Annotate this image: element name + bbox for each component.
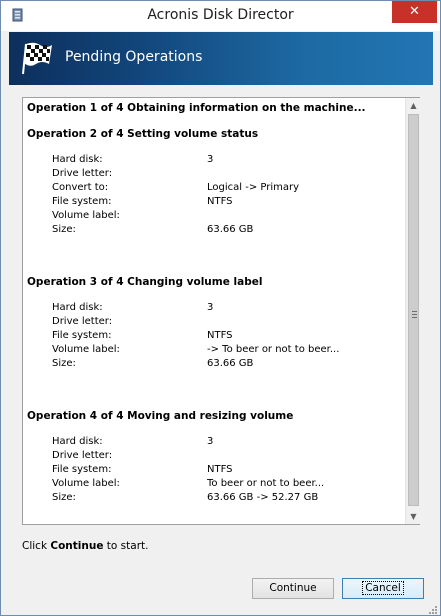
detail-row — [52, 167, 404, 181]
detail-row — [52, 181, 404, 195]
detail-label: Hard disk: — [52, 154, 103, 165]
detail-label: Volume label: — [52, 210, 120, 221]
title-bar[interactable] — [1, 1, 440, 31]
detail-label: Size: — [52, 224, 76, 235]
operation-heading: Operation 3 of 4 Changing volume label — [27, 276, 263, 288]
detail-value: NTFS — [207, 330, 233, 341]
detail-value: 63.66 GB — [207, 224, 254, 235]
detail-label: Size: — [52, 492, 76, 503]
operation-block — [27, 275, 404, 371]
scroll-up-arrow-icon[interactable]: ▲ — [410, 101, 417, 110]
detail-row — [52, 153, 404, 167]
detail-value: NTFS — [207, 196, 233, 207]
detail-value: 63.66 GB -> 52.27 GB — [207, 492, 319, 503]
detail-row — [52, 343, 404, 357]
detail-row — [52, 491, 404, 505]
detail-label: Convert to: — [52, 182, 109, 193]
detail-label: Volume label: — [52, 478, 120, 489]
operation-heading: Operation 2 of 4 Setting volume status — [27, 128, 259, 140]
footer-emphasis: Continue — [50, 540, 104, 552]
detail-row — [52, 315, 404, 329]
detail-label: Drive letter: — [52, 316, 113, 327]
detail-row — [52, 301, 404, 315]
scrollbar-thumb[interactable] — [408, 114, 419, 506]
detail-row — [52, 435, 404, 449]
resize-grip-icon[interactable] — [427, 604, 437, 614]
detail-label: File system: — [52, 330, 112, 341]
detail-value: 63.66 GB — [207, 358, 254, 369]
detail-label: Drive letter: — [52, 168, 113, 179]
detail-row — [52, 463, 404, 477]
header-title: Pending Operations — [65, 49, 203, 65]
operation-details — [52, 301, 404, 371]
footer-prefix: Click — [22, 540, 51, 552]
continue-button[interactable]: Continue — [252, 578, 334, 599]
detail-label: Volume label: — [52, 344, 120, 355]
detail-row — [52, 209, 404, 223]
detail-value: -> To beer or not to beer... — [207, 344, 340, 355]
detail-value: 3 — [207, 302, 214, 313]
detail-value: 3 — [207, 436, 214, 447]
cancel-button-label: Cancel — [362, 581, 404, 595]
detail-label: File system: — [52, 464, 112, 475]
footer-suffix: to start. — [103, 540, 149, 552]
scroll-down-arrow-icon[interactable]: ▼ — [410, 512, 417, 521]
detail-label: Hard disk: — [52, 302, 103, 313]
header-banner — [9, 32, 433, 85]
detail-value: Logical -> Primary — [207, 182, 300, 193]
detail-row — [52, 449, 404, 463]
detail-label: Drive letter: — [52, 450, 113, 461]
spacer — [27, 371, 404, 409]
operations-content — [23, 98, 404, 524]
detail-row — [52, 329, 404, 343]
operation-block — [27, 409, 404, 505]
grip-icon — [412, 311, 417, 318]
detail-label: Hard disk: — [52, 436, 103, 447]
close-icon: ✕ — [409, 4, 420, 19]
detail-row — [52, 477, 404, 491]
detail-label: File system: — [52, 196, 112, 207]
operation-details — [52, 153, 404, 237]
footer-instruction — [22, 540, 148, 552]
detail-value: NTFS — [207, 464, 233, 475]
close-button[interactable] — [392, 1, 437, 23]
operation-details — [52, 435, 404, 505]
cancel-button[interactable] — [342, 578, 424, 599]
vertical-scrollbar[interactable] — [405, 98, 420, 524]
operation-heading: Operation 4 of 4 Moving and resizing volume — [27, 410, 294, 422]
detail-label: Size: — [52, 358, 76, 369]
operations-list[interactable] — [22, 97, 420, 525]
spacer — [27, 237, 404, 275]
operation-heading: Operation 1 of 4 Obtaining information on the machine... — [27, 102, 366, 114]
detail-row — [52, 195, 404, 209]
checkered-flag-icon — [20, 40, 54, 76]
window-title: Acronis Disk Director — [147, 7, 294, 23]
detail-row — [52, 357, 404, 371]
detail-value: To beer or not to beer... — [207, 478, 325, 489]
detail-value: 3 — [207, 154, 214, 165]
detail-row — [52, 223, 404, 237]
operation-block — [27, 127, 404, 237]
